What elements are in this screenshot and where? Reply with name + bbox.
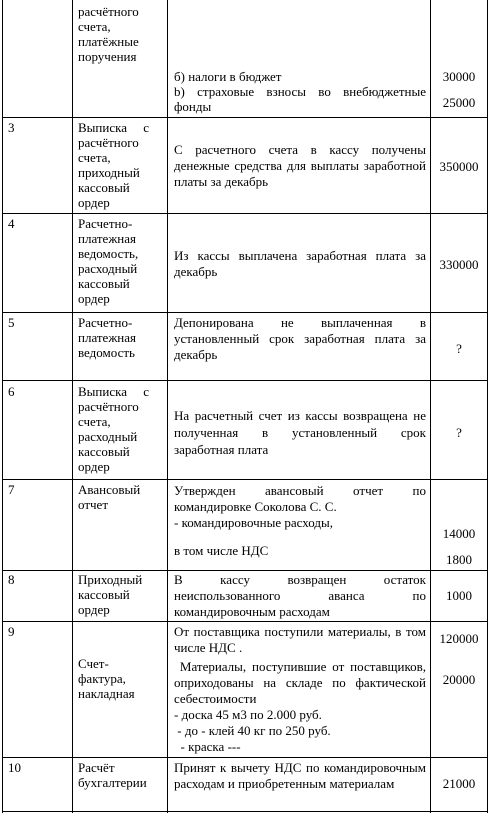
amount-cell: 20000: [442, 672, 476, 687]
table-border-left: [2, 0, 3, 813]
operation-cell: б) налоги в бюджет b) страховые взносы во внебюджетные фонды: [174, 69, 426, 114]
row-number: 9: [8, 624, 15, 639]
document-cell: Выписка с расчётного счета, приходный кассовый ордер: [78, 120, 149, 210]
column-divider: [72, 0, 73, 813]
amount-cell: 350000: [439, 159, 479, 174]
amount-cell: 120000: [439, 631, 479, 646]
document-cell: Расчетно- платежная ведомость: [78, 315, 137, 360]
operation-cell: От поставщика поступили материалы, в том числе НДС . Материалы, поступившие от поставщиков, оприходованы на складе по фактической себестоимости - доска 45 м3 по 2.000 руб. - до - клей 40 кг по 250 руб. - краска ---: [174, 624, 430, 754]
operation-cell: Из кассы выплачена заработная плата за декабрь: [174, 248, 426, 279]
document-cell: Авансовый отчет: [78, 482, 141, 512]
column-divider: [167, 0, 168, 813]
document-cell: Расчетно- платежная ведомость, расходный кассовый ордер: [78, 216, 139, 306]
operation-cell: На расчетный счет из кассы возвращена не полученная в установленный срок заработная плата: [174, 408, 426, 457]
row-number: 10: [8, 760, 21, 775]
row-divider: [2, 570, 488, 571]
document-cell: расчётного счета, платёжные поручения: [78, 4, 139, 64]
row-number: 4: [8, 216, 15, 231]
document-cell: Счет- фактура, накладная: [78, 656, 135, 701]
row-number: 6: [8, 384, 15, 399]
row-divider: [2, 380, 488, 381]
row-number: 7: [8, 482, 15, 497]
amount-cell: 1800: [446, 552, 472, 567]
column-divider: [430, 0, 431, 813]
operation-cell: Утвержден авансовый отчет по командировке Соколова С. С. - командировочные расходы, в том числе НДС: [174, 483, 426, 558]
row-number: 5: [8, 315, 15, 330]
row-divider: [2, 312, 488, 313]
row-number: 3: [8, 120, 15, 135]
amount-cell: 330000: [439, 257, 479, 272]
operation-cell: Принят к вычету НДС по командировочным расходам и приобретенным материалам: [174, 760, 426, 791]
amount-cell: 1000: [446, 588, 472, 603]
operation-cell: В кассу возвращен остаток неиспользованного аванса по командировочным расходам: [174, 572, 426, 619]
row-divider: [2, 479, 488, 480]
amount-cell: 30000: [442, 69, 476, 84]
document-cell: Выписка с расчётного счета, расходный кассовый ордер: [78, 384, 149, 474]
document-cell: Расчёт бухгалтерии: [78, 760, 147, 790]
amount-cell: 21000: [442, 776, 476, 791]
operation-cell: С расчетного счета в кассу получены денежные средства для выплаты заработной платы за декабрь: [174, 142, 426, 189]
amount-cell: ?: [456, 425, 462, 440]
row-divider: [2, 117, 488, 118]
amount-cell: 14000: [442, 526, 476, 541]
row-divider: [2, 621, 488, 622]
row-divider: [2, 757, 488, 758]
amount-cell: 25000: [442, 95, 476, 110]
document-cell: Приходный кассовый ордер: [78, 572, 143, 617]
row-number: 8: [8, 572, 15, 587]
amount-cell: ?: [456, 341, 462, 356]
table-border-bottom: [2, 811, 488, 812]
row-divider: [2, 213, 488, 214]
operation-cell: Депонирована не выплаченная в установленный срок заработная плата за декабрь: [174, 315, 426, 362]
